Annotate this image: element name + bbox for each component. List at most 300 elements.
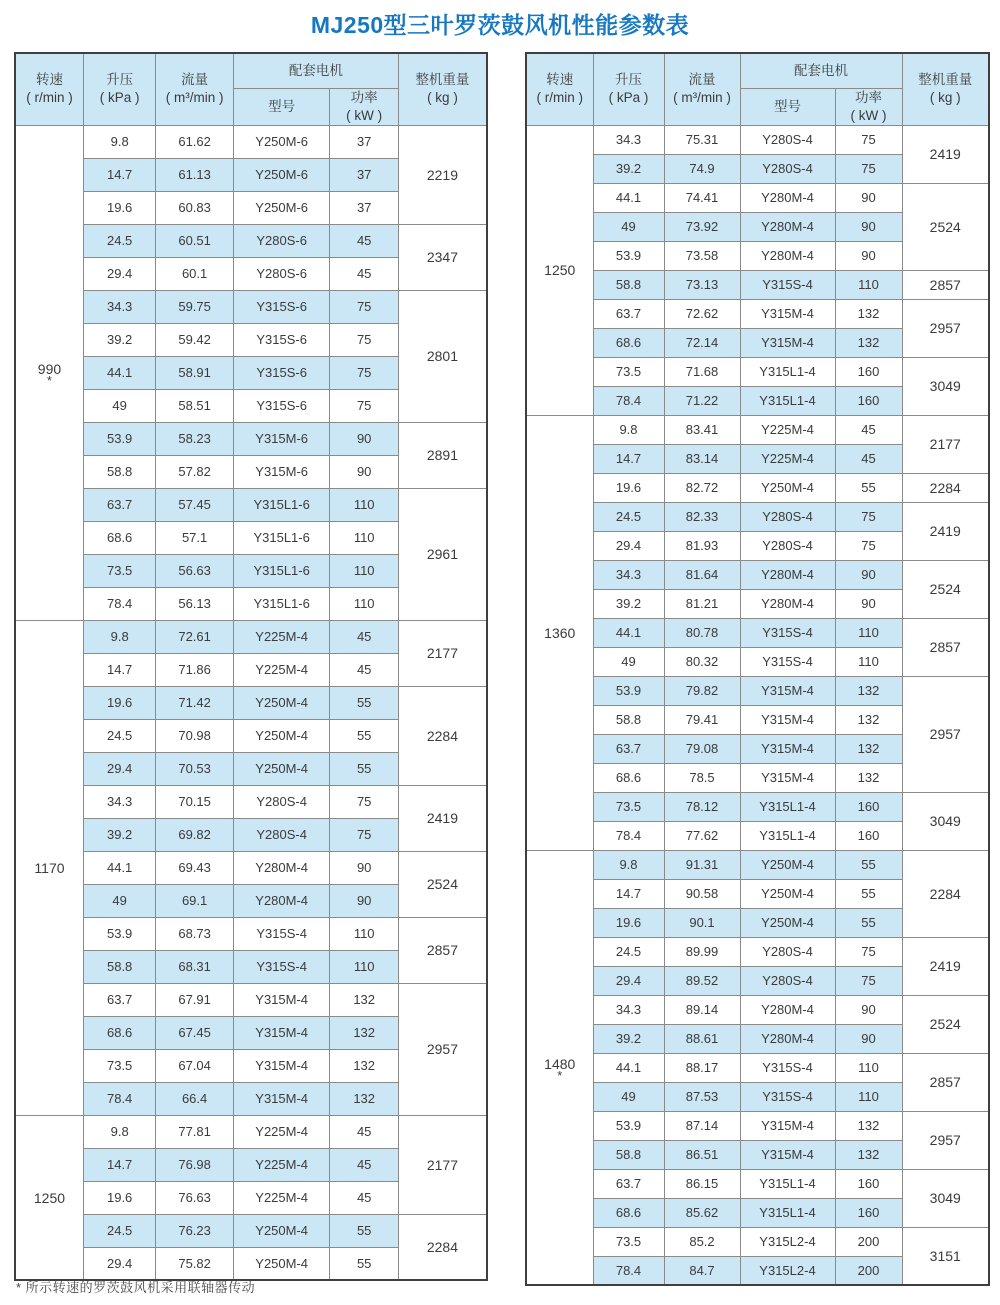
flow-cell: 59.42 — [156, 323, 233, 356]
weight-cell: 2219 — [398, 125, 487, 224]
pressure-cell: 63.7 — [83, 983, 155, 1016]
flow-cell: 79.41 — [664, 705, 740, 734]
motor-power-cell: 75 — [835, 125, 902, 154]
col-header-weight: 整机重量 ( kg ) — [398, 53, 487, 125]
weight-cell: 2957 — [398, 983, 487, 1115]
weight-cell: 2177 — [398, 620, 487, 686]
motor-power-cell: 132 — [835, 1111, 902, 1140]
motor-model-cell: Y250M-6 — [233, 191, 330, 224]
motor-power-cell: 45 — [835, 415, 902, 444]
motor-power-cell: 55 — [835, 879, 902, 908]
motor-power-cell: 90 — [835, 589, 902, 618]
table-row — [15, 785, 487, 818]
weight-cell: 2857 — [902, 270, 989, 299]
pressure-cell: 73.5 — [83, 554, 155, 587]
motor-model-cell: Y280M-4 — [233, 851, 330, 884]
motor-power-cell: 110 — [330, 521, 398, 554]
pressure-cell: 24.5 — [83, 224, 155, 257]
motor-model-cell: Y315M-4 — [740, 299, 835, 328]
speed-value: 990 — [37, 360, 62, 377]
pressure-cell: 29.4 — [593, 531, 664, 560]
table-row — [526, 1111, 989, 1140]
motor-model-cell: Y250M-4 — [740, 908, 835, 937]
motor-model-cell: Y225M-4 — [740, 444, 835, 473]
performance-table-right — [525, 52, 990, 1286]
motor-model-cell: Y315M-4 — [740, 763, 835, 792]
col-header-weight: 整机重量 ( kg ) — [902, 53, 989, 125]
table-header — [526, 53, 989, 125]
flow-cell: 89.99 — [664, 937, 740, 966]
motor-power-cell: 110 — [330, 587, 398, 620]
motor-model-cell: Y250M-4 — [233, 686, 330, 719]
motor-model-cell: Y280M-4 — [740, 589, 835, 618]
table-row — [15, 125, 487, 158]
weight-cell: 2524 — [902, 560, 989, 618]
motor-model-cell: Y315S-4 — [740, 618, 835, 647]
pressure-cell: 9.8 — [83, 620, 155, 653]
speed-cell — [15, 620, 83, 1115]
motor-model-cell: Y315S-4 — [233, 917, 330, 950]
pressure-cell: 53.9 — [593, 676, 664, 705]
col-header-speed: 转速 ( r/min ) — [526, 53, 593, 125]
pressure-cell: 49 — [593, 212, 664, 241]
motor-power-cell: 160 — [835, 821, 902, 850]
pressure-cell: 58.8 — [83, 950, 155, 983]
motor-model-cell: Y315S-4 — [233, 950, 330, 983]
motor-model-cell: Y315L1-4 — [740, 386, 835, 415]
pressure-cell: 58.8 — [83, 455, 155, 488]
motor-model-cell: Y280S-6 — [233, 257, 330, 290]
motor-power-cell: 160 — [835, 792, 902, 821]
motor-model-cell: Y225M-4 — [233, 1148, 330, 1181]
motor-model-cell: Y315S-6 — [233, 323, 330, 356]
motor-model-cell: Y315S-4 — [740, 1053, 835, 1082]
motor-model-cell: Y225M-4 — [740, 415, 835, 444]
flow-cell: 82.72 — [664, 473, 740, 502]
flow-cell: 87.14 — [664, 1111, 740, 1140]
motor-power-cell: 37 — [330, 125, 398, 158]
motor-model-cell: Y280M-4 — [740, 212, 835, 241]
pressure-cell: 29.4 — [593, 966, 664, 995]
pressure-cell: 73.5 — [593, 357, 664, 386]
table-row — [526, 792, 989, 821]
motor-model-cell: Y280M-4 — [740, 560, 835, 589]
table-row — [15, 851, 487, 884]
table-row — [526, 299, 989, 328]
flow-cell: 61.62 — [156, 125, 233, 158]
motor-model-cell: Y280S-4 — [740, 937, 835, 966]
motor-power-cell: 90 — [330, 884, 398, 917]
pressure-cell: 14.7 — [83, 653, 155, 686]
motor-power-cell: 110 — [330, 488, 398, 521]
weight-cell: 2347 — [398, 224, 487, 290]
motor-power-cell: 55 — [835, 850, 902, 879]
pressure-cell: 73.5 — [593, 1227, 664, 1256]
motor-model-cell: Y225M-4 — [233, 1115, 330, 1148]
motor-model-cell: Y315L1-4 — [740, 792, 835, 821]
col-header-motor-power: 功率 ( kW ) — [330, 88, 398, 125]
flow-cell: 57.82 — [156, 455, 233, 488]
pressure-cell: 44.1 — [593, 1053, 664, 1082]
col-header-flow: 流量 ( m³/min ) — [156, 53, 233, 125]
pressure-cell: 49 — [593, 1082, 664, 1111]
motor-model-cell: Y315M-4 — [233, 1049, 330, 1082]
pressure-cell: 49 — [83, 884, 155, 917]
motor-power-cell: 55 — [330, 1247, 398, 1280]
table-row — [15, 488, 487, 521]
motor-power-cell: 45 — [330, 1148, 398, 1181]
flow-cell: 57.1 — [156, 521, 233, 554]
motor-power-cell: 75 — [330, 290, 398, 323]
speed-value: 1170 — [34, 859, 65, 876]
pressure-cell: 53.9 — [593, 241, 664, 270]
table-row — [15, 686, 487, 719]
flow-cell: 80.32 — [664, 647, 740, 676]
pressure-cell: 24.5 — [83, 1214, 155, 1247]
weight-cell: 2284 — [398, 686, 487, 785]
flow-cell: 77.62 — [664, 821, 740, 850]
flow-cell: 58.51 — [156, 389, 233, 422]
motor-power-cell: 45 — [330, 224, 398, 257]
flow-cell: 67.04 — [156, 1049, 233, 1082]
col-header-motor-model: 型号 — [233, 88, 330, 125]
pressure-cell: 68.6 — [593, 763, 664, 792]
table-row — [526, 937, 989, 966]
flow-cell: 66.4 — [156, 1082, 233, 1115]
table-row — [15, 983, 487, 1016]
motor-power-cell: 75 — [330, 389, 398, 422]
motor-model-cell: Y315S-4 — [740, 647, 835, 676]
motor-model-cell: Y315M-4 — [740, 328, 835, 357]
flow-cell: 68.73 — [156, 917, 233, 950]
weight-cell: 2524 — [398, 851, 487, 917]
flow-cell: 57.45 — [156, 488, 233, 521]
col-header-speed: 转速 ( r/min ) — [15, 53, 83, 125]
motor-power-cell: 75 — [330, 356, 398, 389]
pressure-cell: 9.8 — [83, 1115, 155, 1148]
motor-power-cell: 45 — [330, 1115, 398, 1148]
flow-cell: 60.51 — [156, 224, 233, 257]
motor-model-cell: Y315L1-4 — [740, 1198, 835, 1227]
motor-power-cell: 200 — [835, 1227, 902, 1256]
pressure-cell: 39.2 — [593, 1024, 664, 1053]
pressure-cell: 14.7 — [593, 444, 664, 473]
flow-cell: 83.14 — [664, 444, 740, 473]
flow-cell: 81.21 — [664, 589, 740, 618]
motor-model-cell: Y315L1-4 — [740, 1169, 835, 1198]
table-row — [526, 473, 989, 502]
motor-model-cell: Y250M-6 — [233, 125, 330, 158]
pressure-cell: 44.1 — [593, 618, 664, 647]
flow-cell: 56.13 — [156, 587, 233, 620]
col-header-motor: 配套电机 — [740, 53, 902, 88]
table-row — [526, 183, 989, 212]
flow-cell: 86.51 — [664, 1140, 740, 1169]
pressure-cell: 68.6 — [83, 1016, 155, 1049]
speed-footnote-star: * — [557, 1067, 563, 1083]
flow-cell: 86.15 — [664, 1169, 740, 1198]
flow-cell: 76.23 — [156, 1214, 233, 1247]
table-row — [15, 620, 487, 653]
motor-power-cell: 37 — [330, 158, 398, 191]
table-row — [15, 1115, 487, 1148]
motor-power-cell: 45 — [330, 257, 398, 290]
pressure-cell: 24.5 — [593, 502, 664, 531]
page-title: MJ250型三叶罗茨鼓风机性能参数表 — [310, 12, 690, 38]
weight-cell: 2284 — [902, 850, 989, 937]
motor-power-cell: 132 — [835, 734, 902, 763]
motor-power-cell: 132 — [330, 1016, 398, 1049]
pressure-cell: 53.9 — [83, 422, 155, 455]
weight-cell: 3049 — [902, 1169, 989, 1227]
motor-model-cell: Y315M-4 — [233, 1016, 330, 1049]
motor-model-cell: Y280S-4 — [740, 966, 835, 995]
pressure-cell: 29.4 — [83, 1247, 155, 1280]
motor-power-cell: 37 — [330, 191, 398, 224]
flow-cell: 74.9 — [664, 154, 740, 183]
flow-cell: 58.91 — [156, 356, 233, 389]
motor-power-cell: 160 — [835, 357, 902, 386]
motor-power-cell: 132 — [330, 1082, 398, 1115]
speed-cell — [526, 850, 593, 1285]
flow-cell: 76.63 — [156, 1181, 233, 1214]
flow-cell: 67.91 — [156, 983, 233, 1016]
motor-power-cell: 90 — [835, 1024, 902, 1053]
weight-cell: 2177 — [398, 1115, 487, 1214]
flow-cell: 85.62 — [664, 1198, 740, 1227]
pressure-cell: 53.9 — [83, 917, 155, 950]
table-row — [526, 618, 989, 647]
motor-power-cell: 45 — [330, 620, 398, 653]
motor-model-cell: Y250M-4 — [740, 850, 835, 879]
flow-cell: 89.14 — [664, 995, 740, 1024]
motor-model-cell: Y315L1-4 — [740, 821, 835, 850]
col-header-motor-model: 型号 — [740, 88, 835, 125]
weight-cell: 3049 — [902, 792, 989, 850]
flow-cell: 73.13 — [664, 270, 740, 299]
weight-cell: 3151 — [902, 1227, 989, 1285]
pressure-cell: 14.7 — [593, 879, 664, 908]
pressure-cell: 58.8 — [593, 1140, 664, 1169]
pressure-cell: 39.2 — [593, 589, 664, 618]
motor-model-cell: Y315L1-6 — [233, 488, 330, 521]
motor-model-cell: Y315S-4 — [740, 1082, 835, 1111]
flow-cell: 71.22 — [664, 386, 740, 415]
flow-cell: 88.61 — [664, 1024, 740, 1053]
flow-cell: 87.53 — [664, 1082, 740, 1111]
motor-power-cell: 200 — [835, 1256, 902, 1285]
motor-model-cell: Y250M-4 — [233, 1214, 330, 1247]
speed-value: 1250 — [544, 262, 576, 279]
speed-cell — [526, 125, 593, 415]
motor-model-cell: Y315M-6 — [233, 455, 330, 488]
flow-cell: 71.42 — [156, 686, 233, 719]
pressure-cell: 78.4 — [593, 1256, 664, 1285]
pressure-cell: 9.8 — [593, 415, 664, 444]
flow-cell: 59.75 — [156, 290, 233, 323]
table-row — [526, 1227, 989, 1256]
motor-power-cell: 90 — [835, 241, 902, 270]
flow-cell: 69.1 — [156, 884, 233, 917]
pressure-cell: 68.6 — [83, 521, 155, 554]
pressure-cell: 39.2 — [83, 323, 155, 356]
motor-model-cell: Y225M-4 — [233, 653, 330, 686]
flow-cell: 73.92 — [664, 212, 740, 241]
motor-model-cell: Y315S-4 — [740, 270, 835, 299]
motor-power-cell: 110 — [835, 618, 902, 647]
table-body — [15, 125, 487, 1280]
col-header-motor: 配套电机 — [233, 53, 398, 88]
flow-cell: 78.12 — [664, 792, 740, 821]
motor-model-cell: Y280M-4 — [740, 995, 835, 1024]
table-row — [15, 290, 487, 323]
pressure-cell: 24.5 — [83, 719, 155, 752]
motor-model-cell: Y315M-4 — [740, 1140, 835, 1169]
motor-power-cell: 45 — [835, 444, 902, 473]
pressure-cell: 78.4 — [83, 1082, 155, 1115]
pressure-cell: 34.3 — [593, 125, 664, 154]
pressure-cell: 19.6 — [83, 1181, 155, 1214]
pressure-cell: 29.4 — [83, 257, 155, 290]
pressure-cell: 44.1 — [83, 356, 155, 389]
weight-cell: 2957 — [902, 299, 989, 357]
flow-cell: 58.23 — [156, 422, 233, 455]
pressure-cell: 9.8 — [83, 125, 155, 158]
pressure-cell: 58.8 — [593, 705, 664, 734]
motor-model-cell: Y225M-4 — [233, 620, 330, 653]
motor-model-cell: Y280M-4 — [740, 241, 835, 270]
motor-power-cell: 55 — [835, 473, 902, 502]
motor-model-cell: Y315L1-6 — [233, 554, 330, 587]
table-row — [15, 422, 487, 455]
col-header-pressure: 升压 ( kPa ) — [83, 53, 155, 125]
motor-power-cell: 132 — [835, 328, 902, 357]
motor-model-cell: Y315S-6 — [233, 290, 330, 323]
flow-cell: 72.61 — [156, 620, 233, 653]
pressure-cell: 53.9 — [593, 1111, 664, 1140]
table-row — [526, 676, 989, 705]
flow-cell: 83.41 — [664, 415, 740, 444]
motor-power-cell: 110 — [835, 1082, 902, 1111]
motor-model-cell: Y315L1-6 — [233, 521, 330, 554]
motor-power-cell: 55 — [330, 1214, 398, 1247]
motor-power-cell: 160 — [835, 1169, 902, 1198]
table-row — [526, 850, 989, 879]
weight-cell: 3049 — [902, 357, 989, 415]
weight-cell: 2524 — [902, 183, 989, 270]
motor-model-cell: Y315S-6 — [233, 389, 330, 422]
speed-footnote-star: * — [46, 372, 52, 388]
motor-model-cell: Y250M-4 — [233, 719, 330, 752]
pressure-cell: 34.3 — [593, 560, 664, 589]
flow-cell: 60.83 — [156, 191, 233, 224]
motor-model-cell: Y280S-4 — [740, 502, 835, 531]
flow-cell: 71.68 — [664, 357, 740, 386]
motor-model-cell: Y315L2-4 — [740, 1256, 835, 1285]
motor-model-cell: Y315L1-4 — [740, 357, 835, 386]
weight-cell: 2801 — [398, 290, 487, 422]
motor-model-cell: Y280S-4 — [740, 531, 835, 560]
table-row — [526, 560, 989, 589]
flow-cell: 70.15 — [156, 785, 233, 818]
flow-cell: 70.98 — [156, 719, 233, 752]
motor-model-cell: Y250M-4 — [740, 879, 835, 908]
weight-cell: 2419 — [902, 125, 989, 183]
pressure-cell: 29.4 — [83, 752, 155, 785]
pressure-cell: 63.7 — [593, 734, 664, 763]
pressure-cell: 78.4 — [593, 386, 664, 415]
motor-model-cell: Y225M-4 — [233, 1181, 330, 1214]
pressure-cell: 73.5 — [83, 1049, 155, 1082]
table-row — [526, 357, 989, 386]
flow-cell: 90.1 — [664, 908, 740, 937]
motor-power-cell: 45 — [330, 1181, 398, 1214]
motor-power-cell: 75 — [835, 502, 902, 531]
weight-cell: 2891 — [398, 422, 487, 488]
col-header-flow: 流量 ( m³/min ) — [664, 53, 740, 125]
speed-value: 1480 — [544, 1055, 576, 1072]
motor-model-cell: Y280M-4 — [233, 884, 330, 917]
motor-power-cell: 75 — [330, 323, 398, 356]
pressure-cell: 78.4 — [83, 587, 155, 620]
table-row — [526, 125, 989, 154]
motor-power-cell: 55 — [330, 719, 398, 752]
motor-power-cell: 132 — [835, 676, 902, 705]
pressure-cell: 34.3 — [83, 785, 155, 818]
motor-model-cell: Y280M-4 — [740, 1024, 835, 1053]
motor-power-cell: 110 — [835, 1053, 902, 1082]
flow-cell: 60.1 — [156, 257, 233, 290]
pressure-cell: 14.7 — [83, 1148, 155, 1181]
motor-model-cell: Y315M-4 — [740, 676, 835, 705]
pressure-cell: 63.7 — [593, 1169, 664, 1198]
motor-power-cell: 90 — [835, 995, 902, 1024]
motor-power-cell: 75 — [835, 154, 902, 183]
motor-power-cell: 132 — [835, 763, 902, 792]
flow-cell: 75.31 — [664, 125, 740, 154]
motor-model-cell: Y315S-6 — [233, 356, 330, 389]
motor-power-cell: 45 — [330, 653, 398, 686]
flow-cell: 70.53 — [156, 752, 233, 785]
motor-model-cell: Y315M-4 — [740, 705, 835, 734]
weight-cell: 2857 — [398, 917, 487, 983]
table-row — [526, 502, 989, 531]
motor-model-cell: Y315L2-4 — [740, 1227, 835, 1256]
pressure-cell: 73.5 — [593, 792, 664, 821]
motor-power-cell: 75 — [835, 531, 902, 560]
speed-value: 1250 — [33, 1189, 66, 1206]
flow-cell: 72.14 — [664, 328, 740, 357]
motor-model-cell: Y280S-6 — [233, 224, 330, 257]
motor-model-cell: Y250M-4 — [233, 752, 330, 785]
motor-power-cell: 75 — [330, 818, 398, 851]
motor-model-cell: Y250M-6 — [233, 158, 330, 191]
pressure-cell: 58.8 — [593, 270, 664, 299]
motor-power-cell: 90 — [835, 560, 902, 589]
table-row — [15, 1214, 487, 1247]
weight-cell: 2957 — [902, 676, 989, 792]
speed-cell — [15, 1115, 83, 1280]
motor-power-cell: 55 — [835, 908, 902, 937]
table-row — [526, 1169, 989, 1198]
motor-model-cell: Y315M-6 — [233, 422, 330, 455]
performance-table-left — [14, 52, 488, 1281]
weight-cell: 2961 — [398, 488, 487, 620]
flow-cell: 73.58 — [664, 241, 740, 270]
weight-cell: 2284 — [398, 1214, 487, 1280]
motor-power-cell: 132 — [835, 299, 902, 328]
flow-cell: 68.31 — [156, 950, 233, 983]
